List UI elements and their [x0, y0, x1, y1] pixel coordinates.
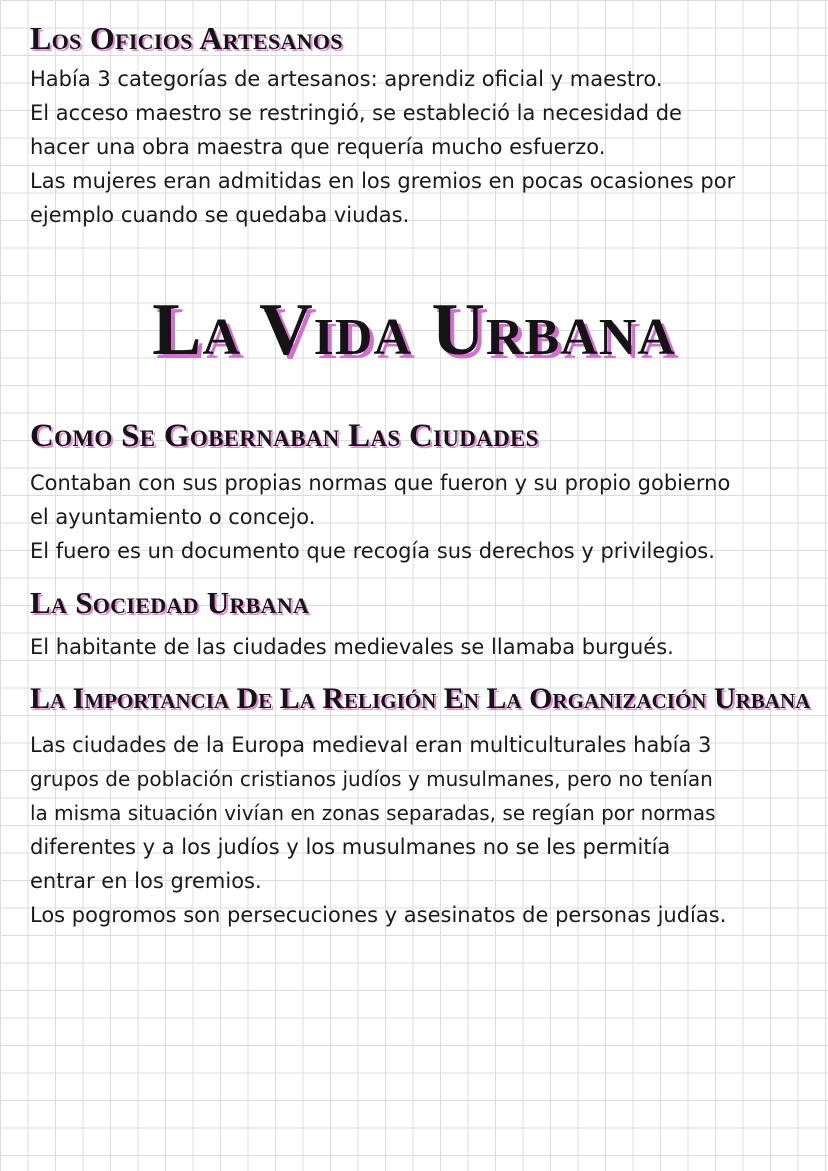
- text-line: la misma situación vivían en zonas separadas, se regían por normas: [30, 801, 716, 825]
- paragraph-gobierno: [30, 466, 805, 568]
- text-line: ejemplo cuando se quedaba viudas.: [30, 203, 410, 227]
- text-line: Contaban con sus propias normas que fueron y su propio gobierno: [30, 471, 731, 495]
- section-title-sociedad: La Sociedad Urbana: [30, 585, 310, 620]
- text-line: Las mujeres eran admitidas en los gremios en pocas ocasiones por: [30, 169, 736, 193]
- section-title-religion: La Importancia De La Religión En La Organización Urbana: [30, 682, 811, 715]
- section-title-oficios: Los Oficios Artesanos: [30, 20, 343, 56]
- text-line: El habitante de las ciudades medievales se llamaba burgués.: [30, 635, 674, 659]
- text-line: grupos de población cristianos judíos y musulmanes, pero no tenían: [30, 767, 713, 791]
- text-line: hacer una obra maestra que requería mucho esfuerzo.: [30, 135, 606, 159]
- text-line: Las ciudades de la Europa medieval eran multiculturales había 3: [30, 733, 712, 757]
- paragraph-sociedad: [30, 630, 805, 664]
- page-title: La Vida Urbana: [152, 289, 676, 371]
- paragraph-oficios: [30, 62, 805, 232]
- text-line: diferentes y a los judíos y los musulmanes no se les permitía: [30, 835, 671, 859]
- paragraph-religion: [30, 728, 805, 932]
- text-line: entrar en los gremios.: [30, 869, 262, 893]
- text-line: el ayuntamiento o concejo.: [30, 505, 316, 529]
- text-line: Los pogromos son persecuciones y asesinatos de personas judías.: [30, 903, 727, 927]
- text-line: Había 3 categorías de artesanos: aprendiz oficial y maestro.: [30, 67, 663, 91]
- text-line: El acceso maestro se restringió, se estableció la necesidad de: [30, 101, 682, 125]
- text-line: El fuero es un documento que recogía sus derechos y privilegios.: [30, 539, 715, 563]
- section-title-gobierno: Como Se Gobernaban Las Ciudades: [30, 418, 539, 454]
